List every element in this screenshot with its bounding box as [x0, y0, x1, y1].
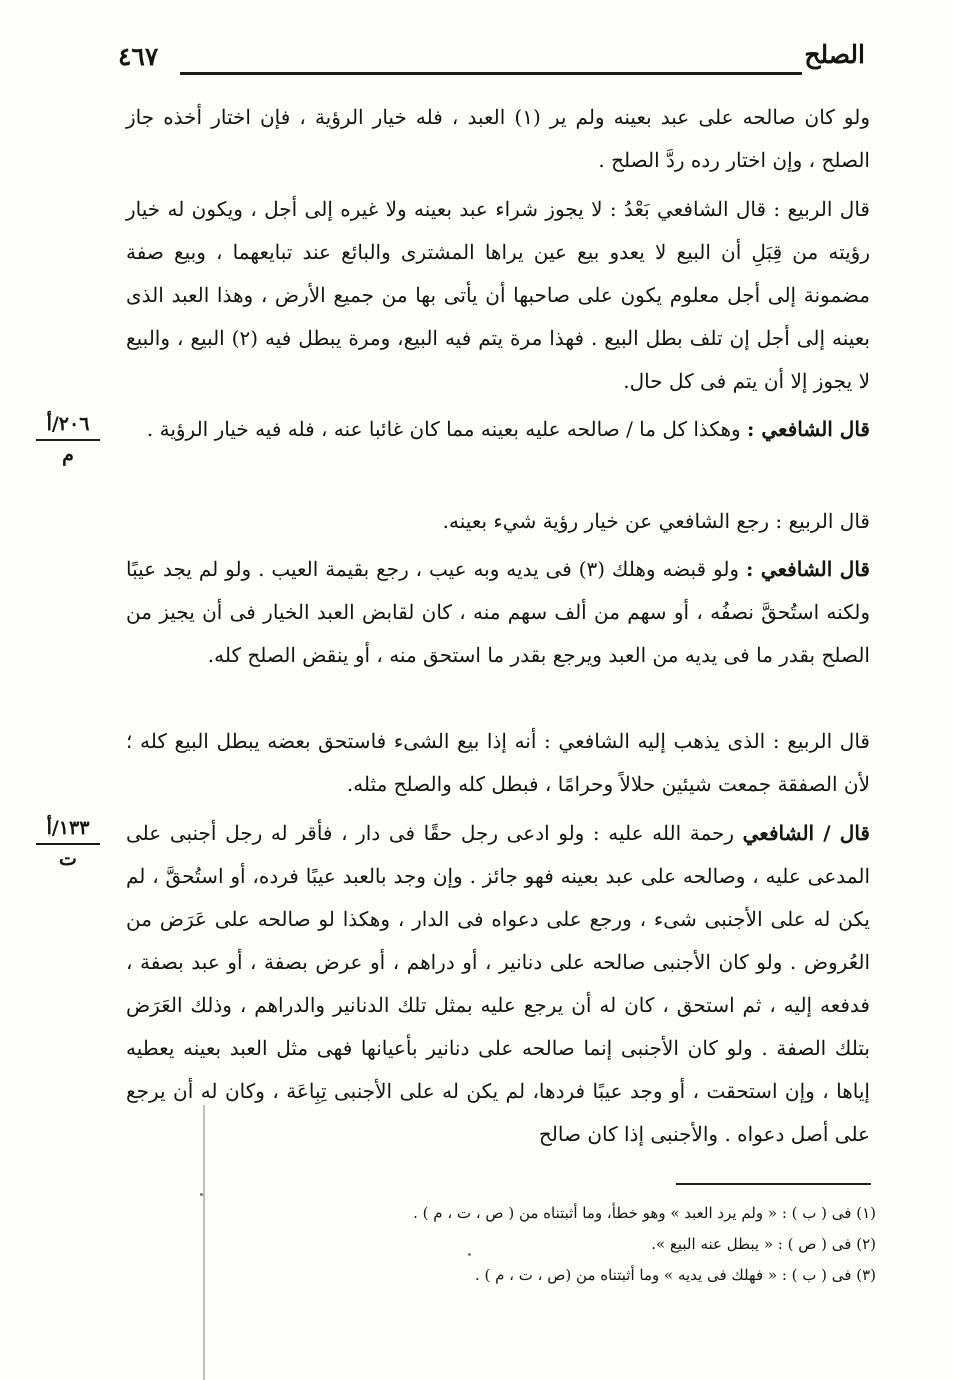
paragraph: [126, 548, 870, 677]
paragraph-text: قال الربيع : الذى يذهب إليه الشافعي : أنه إذا بيع الشىء فاستحق بعضه يبطل البيع كله ؛ لأن الصفقة جمعت شيئين حلالاً وحرامًا ، فبطل كله والصلح مثله.: [126, 729, 870, 796]
paragraph-text: وهكذا كل ما / صالحه عليه بعينه مما كان غائبا عنه ، فله فيه خيار الرؤية .: [146, 417, 741, 441]
paragraph-text: قال الربيع : قال الشافعي بَعْدُ : لا يجوز شراء عبد بعينه ولا غيره إلى أجل ، ويكون له خيار رؤيته من قِبَلِ أن البيع لا يعدو بيع عين يراها المشترى والبائع عند تبايعهما ، وبيع صفة مضمونة إلى أجل معلوم يكون على صاحبها أن يأتى بها من جميع الأرض ، وهذا العبد الذى بعينه إلى أجل إن تلف بطل البيع . فهذا مرة يتم فيه البيع، ومرة يبطل فيه (٢) البيع ، والبيع لا يجوز إلا أن يتم فى كل حال.: [126, 197, 870, 393]
paragraph-text: رحمة الله عليه : ولو ادعى رجل حقًا فى دار ، فأقر له رجل أجنبى على المدعى عليه ، وصالحه على عبد بعينه فهو جائز . وإن وجد بالعبد عيبًا فرده، أو استُحقَّ ، لم يكن له على الأجنبى شىء ، ورجع على دعواه فى الدار ، وهكذا لو صالحه على عَرَض من العُروض . ولو كان الأجنبى صالحه على دنانير ، أو دراهم ، أو عرض بصفة ، أو عبد بصفة ، فدفعه إليه ، ثم استحق ، كان له أن يرجع عليه بمثل تلك الدنانير والدراهم ، وذلك العَرَض بتلك الصفة . ولو كان الأجنبى إنما صالحه على دنانير بأعيانها فهى مثل العبد بعينه يعطيه إياها ، وإن استحقت ، أو وجد عيبًا فردها، لم يكن له على الأجنبى تِبِاعَة ، وكان له أن يرجع على أصل دعواه . والأجنبى إذا كان صالح: [126, 821, 870, 1146]
running-head-title: الصلح: [804, 40, 865, 69]
margin-ref-folio: ١٣٣/أ: [46, 817, 90, 839]
paragraph-text: ولو كان صالحه على عبد بعينه ولم ير (١) العبد ، فله خيار الرؤية ، فإن اختار أخذه جاز الصلح ، وإن اختار رده ردَّ الصلح .: [126, 105, 870, 172]
speaker-label: قال / الشافعي: [742, 821, 870, 845]
margin-ref-rule: [36, 843, 100, 845]
paragraph: [126, 720, 870, 806]
paragraph: [126, 96, 870, 182]
margin-manuscript-ref: [30, 816, 106, 871]
paragraph-text: قال الربيع : رجع الشافعي عن خيار رؤية شيء بعينه.: [442, 509, 870, 533]
margin-ref-rule: [36, 439, 100, 441]
scan-speck: [200, 1193, 203, 1196]
paragraph: [126, 500, 870, 543]
footnote: (٣) فى ( ب ) : « فهلك فى يديه » وما أثبتناه من (ص ، ت ، م ) .: [474, 1266, 876, 1284]
header-rule: [180, 72, 802, 75]
footnote: (٢) فى ( ص ) : « يبطل عنه البيع ».: [651, 1235, 876, 1253]
paragraph: [126, 188, 870, 403]
footnote-separator: [676, 1183, 871, 1185]
paragraph-text: ولو قبضه وهلك (٣) فى يديه وبه عيب ، رجع بقيمة العيب . ولو لم يجد عيبًا ولكنه استُحقَّ نصفُه ، أو سهم من ألف سهم منه ، كان لقابض العبد الخيار فى أن يجيز من الصلح بقدر ما فى يديه من العبد ويرجع بقدر ما استحق منه ، أو ينقض الصلح كله.: [126, 557, 870, 667]
paragraph: [126, 812, 870, 1156]
speaker-label: قال الشافعي :: [745, 557, 870, 581]
margin-manuscript-ref: [30, 412, 106, 467]
margin-ref-code: ت: [59, 848, 77, 870]
footnotes: [300, 1198, 876, 1291]
speaker-label: قال الشافعي :: [747, 417, 870, 441]
footnote: (١) فى ( ب ) : « ولم يرد العبد » وهو خطأ، وما أثبتناه من ( ص ، ت ، م ) .: [413, 1204, 876, 1222]
margin-ref-code: م: [62, 444, 74, 466]
page-number: ٤٦٧: [118, 42, 159, 71]
paragraph: [126, 408, 870, 451]
margin-ref-folio: ٢٠٦/أ: [46, 413, 90, 435]
